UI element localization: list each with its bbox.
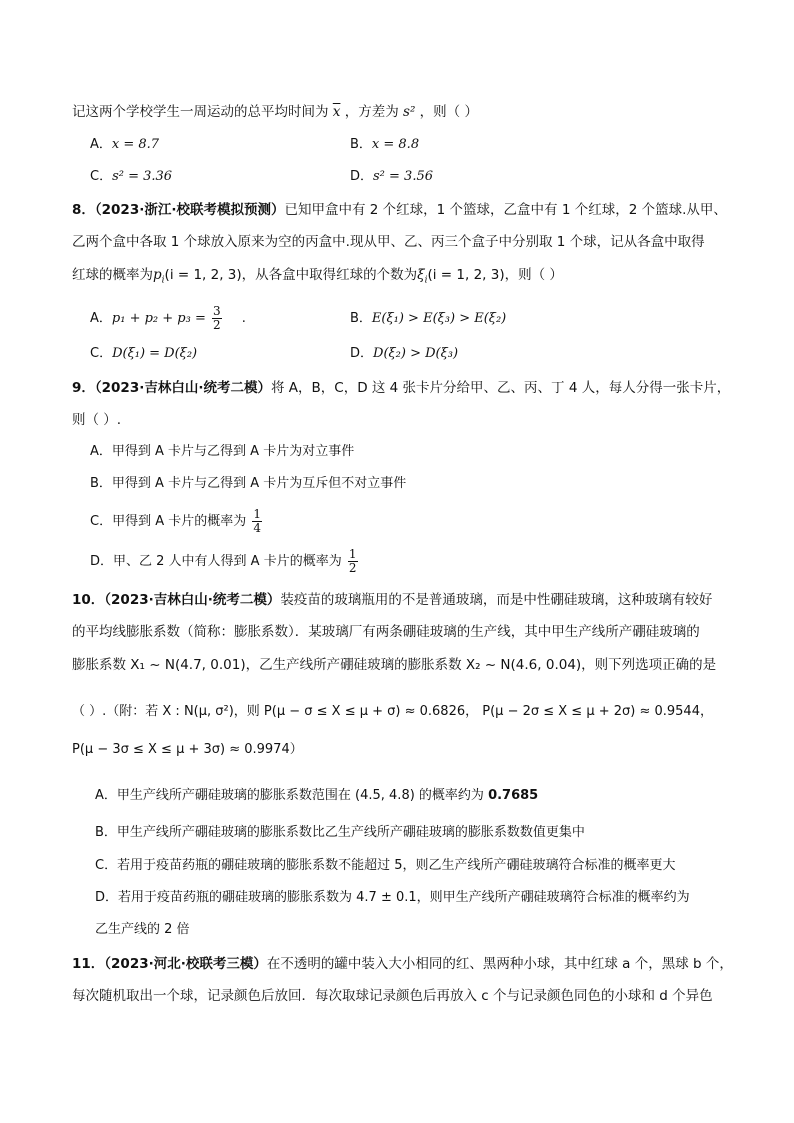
q7-mean-symbol: $\overline{x}$ [332,104,341,120]
q10-option-d-line1: D．若用于疫苗药瓶的硼硅玻璃的膨胀系数为 4.7 ± 0.1，则甲生产线所产硼硅玻璃符合标准的概率约为 [95,890,690,905]
q9-stem-line1: 9．（2023·吉林白山·统考二模）将 A，B，C，D 这 4 张卡片分给甲、乙、丙、丁 4 人，每人分得一张卡片， [72,380,731,396]
q11-stem-line2: 每次随机取出一个球，记录颜色后放回．每次取球记录颜色后再放入 c 个与记录颜色同色的小球和 d 个异色 [72,988,713,1004]
q9-option-c: C．甲得到 A 卡片的概率为 $\frac{1}{4}$ [90,507,262,535]
q10-option-d-line2: 乙生产线的 2 倍 [95,922,190,937]
q8-option-b: B．E(ξ₁) > E(ξ₃) > E(ξ₂) [350,311,507,326]
q9-option-b: B．甲得到 A 卡片与乙得到 A 卡片为互斥但不对立事件 [90,476,407,491]
q8-option-d: D．D(ξ₂) > D(ξ₃) [350,346,459,361]
q9-option-a: A．甲得到 A 卡片与乙得到 A 卡片为对立事件 [90,444,355,459]
q8-option-a: A．p₁ + p₂ + p₃ = $\frac{3}{2}$ . [90,304,246,332]
q10-stem-line4: （ ）.（附：若 X : N(μ, σ²)，则 P(μ − σ ≤ X ≤ μ + σ) ≈ 0.6826， P(μ − 2σ ≤ X ≤ μ + 2σ) ≈ 0.9544， [72,704,713,719]
q7-option-a: A．x = 8.7 [90,137,160,152]
q7-option-c: C．s² = 3.36 [90,169,173,184]
q8-a-fraction: $\frac{3}{2}$ [213,304,221,332]
q11-stem-line1: 11．（2023·河北·校联考三模）在不透明的罐中装入大小相同的红、黑两种小球，其中红球 a 个，黑球 b 个， [72,956,733,972]
q10-stem-line3: 膨胀系数 X₁ ~ N(4.7, 0.01)，乙生产线所产硼硅玻璃的膨胀系数 X₂ ~ N(4.6, 0.04)，则下列选项正确的是 [72,657,717,673]
q10-option-b: B．甲生产线所产硼硅玻璃的膨胀系数比乙生产线所产硼硅玻璃的膨胀系数数值更集中 [95,825,585,840]
q8-option-c: C．D(ξ₁) = D(ξ₂) [90,346,198,361]
q10-option-c: C．若用于疫苗药瓶的硼硅玻璃的膨胀系数不能超过 5，则乙生产线所产硼硅玻璃符合标准的概率更大 [95,858,676,873]
q8-stem-line3: 红球的概率为$p_i(i = 1$, 2, 3)，从各盒中取得红球的个数为$\xi_i(i = 1$, 2, 3)，则（ ） [72,267,563,286]
q10-stem-line5: P(μ − 3σ ≤ X ≤ μ + 3σ) ≈ 0.9974） [72,742,303,757]
q7-stem: 记这两个学校学生一周运动的总平均时间为 $\overline{x}$ ，方差为 s² ，则（ ） [72,104,478,120]
q7-option-b: B．x = 8.8 [350,137,420,152]
q10-stem-line2: 的平均线膨胀系数（简称：膨胀系数）．某玻璃厂有两条硼硅玻璃的生产线，其中甲生产线所产硼硅玻璃的 [72,624,700,640]
q8-stem-line2: 乙两个盒中各取 1 个球放入原来为空的丙盒中.现从甲、乙、丙三个盒子中分别取 1 个球，记从各盒中取得 [72,234,705,250]
q10-stem-line1: 10．（2023·吉林白山·统考二模）装疫苗的玻璃瓶用的不是普通玻璃，而是中性硼硅玻璃，这种玻璃有较好 [72,592,713,608]
q10-option-a: A．甲生产线所产硼硅玻璃的膨胀系数范围在 (4.5, 4.8) 的概率约为 0.7685 [95,788,539,803]
q9-d-fraction: $\frac{1}{2}$ [348,547,357,575]
q9-stem-line2: 则（ ）. [72,412,122,428]
q7-option-d: D．s² = 3.56 [350,169,434,184]
q9-option-d: D．甲、乙 2 人中有人得到 A 卡片的概率为 $\frac{1}{2}$ [90,547,357,575]
q8-stem-line1: 8．（2023·浙江·校联考模拟预测）已知甲盒中有 2 个红球，1 个篮球，乙盒中有 1 个红球，2 个篮球.从甲、 [72,202,727,218]
q9-c-fraction: $\frac{1}{4}$ [253,507,262,535]
